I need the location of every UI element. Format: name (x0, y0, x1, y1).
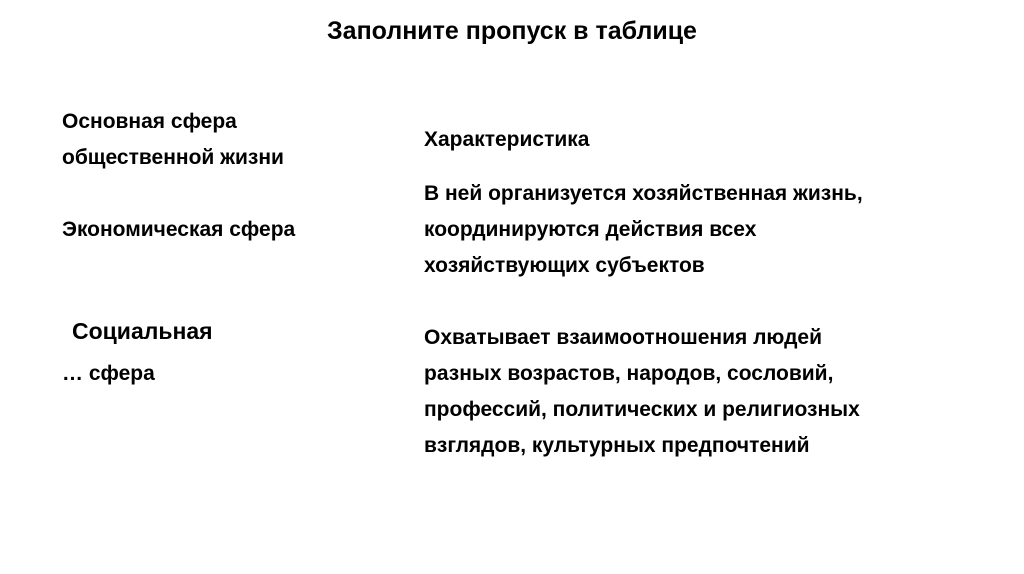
row-economic-description (424, 176, 863, 284)
description-line: взглядов, культурных предпочтений (424, 434, 810, 457)
row-social-description (424, 320, 860, 464)
column-header-characteristic: Характеристика (424, 128, 590, 151)
page-title: Заполните пропуск в таблице (327, 17, 697, 45)
column-header-sphere (62, 104, 284, 176)
row-economic-sphere: Экономическая сфера (62, 218, 296, 241)
description-line: разных возрастов, народов, сословий, (424, 362, 834, 385)
description-line: Охватывает взаимоотношения людей (424, 326, 823, 349)
column-header-sphere-line: общественной жизни (62, 146, 284, 169)
row-blank-sphere: … сфера (62, 362, 155, 385)
column-header-sphere-line: Основная сфера (62, 110, 237, 133)
description-line: координируются действия всех (424, 218, 757, 241)
answer-social: Социальная (72, 318, 213, 344)
description-line: хозяйствующих субъектов (424, 254, 705, 277)
description-line: В ней организуется хозяйственная жизнь, (424, 182, 863, 205)
description-line: профессий, политических и религиозных (424, 398, 860, 421)
